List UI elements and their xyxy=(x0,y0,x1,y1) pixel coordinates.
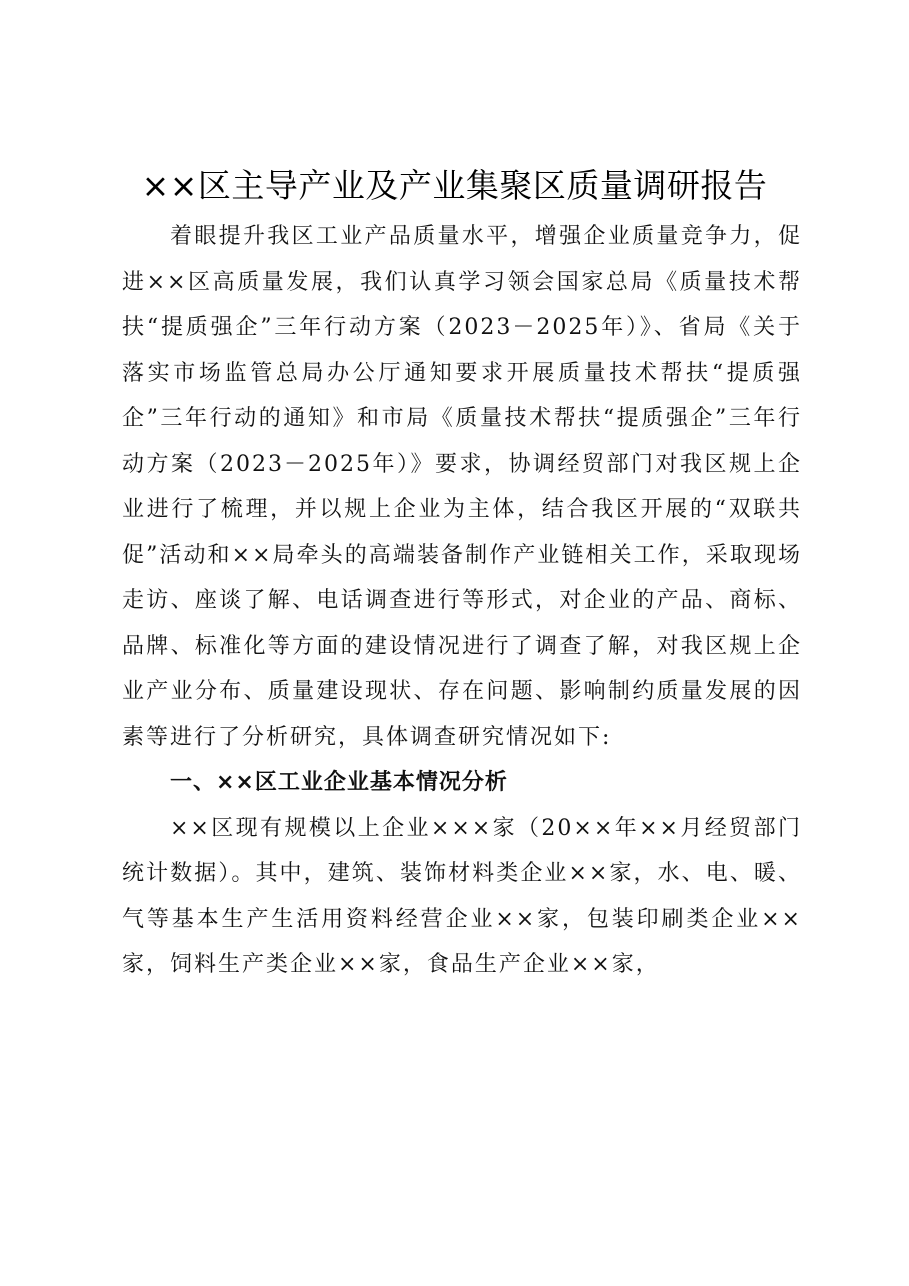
section-paragraph: ××区现有规模以上企业×××家（20××年××月经贸部门统计数据）。其中，建筑、装饰材料类企业××家，水、电、暖、气等基本生产生活用资料经营企业××家，包装印刷类企业××家，饲料生产类企业××家，食品生产企业××家， xyxy=(122,815,802,977)
intro-paragraph: 着眼提升我区工业产品质量水平，增强企业质量竞争力，促进××区高质量发展，我们认真学习领会国家总局《质量技术帮扶“提质强企”三年行动方案（2023－2025年）》、省局《关于落实市场监管总局办公厅通知要求开展质量技术帮扶“提质强企”三年行动的通知》和市局《质量技术帮扶“提质强企”三年行动方案（2023－2025年）》要求，协调经贸部门对我区规上企业进行了梳理，并以规上企业为主体，结合我区开展的“双联共促”活动和××局牵头的高端装备制作产业链相关工作，采取现场走访、座谈了解、电话调查进行等形式，对企业的产品、商标、品牌、标准化等方面的建设情况进行了调查了解，对我区规上企业产业分布、质量建设现状、存在问题、影响制约质量发展的因素等进行了分析研究，具体调查研究情况如下: xyxy=(122,224,802,750)
document-body xyxy=(122,214,802,988)
document-title: ××区主导产业及产业集聚区质量调研报告 xyxy=(141,166,768,205)
section-heading: 一、××区工业企业基本情况分析 xyxy=(170,770,508,795)
